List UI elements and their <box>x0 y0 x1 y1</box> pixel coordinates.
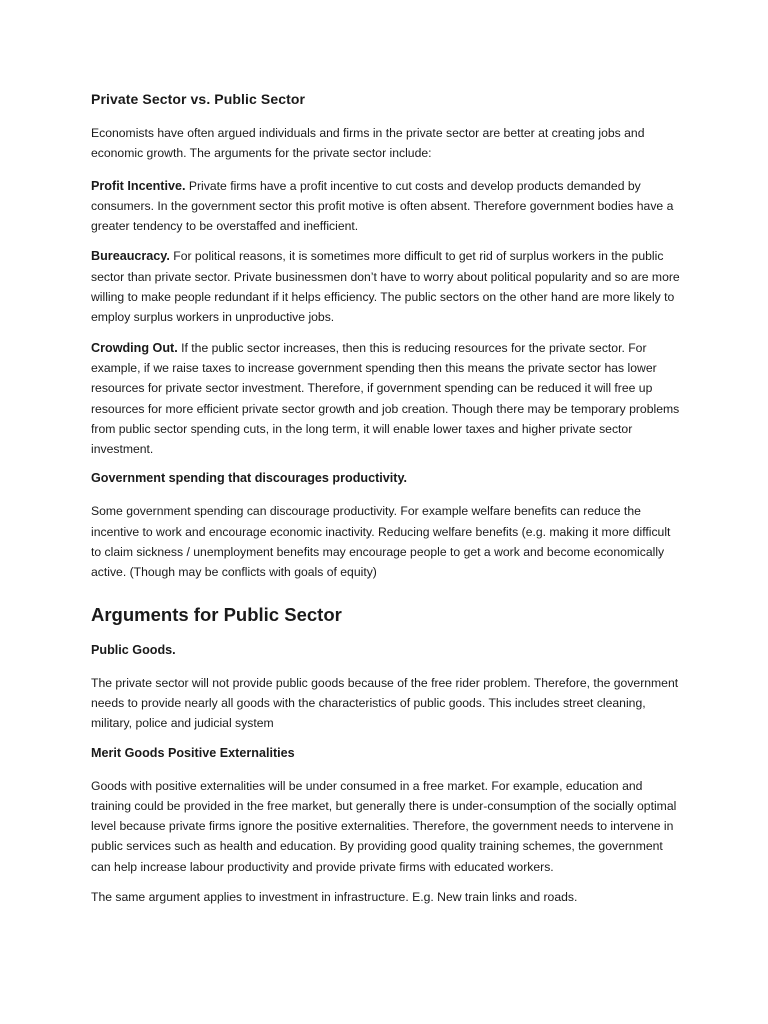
document-page <box>91 91 681 917</box>
point-bureaucracy <box>91 246 681 327</box>
gov-spending-paragraph: Some government spending can discourage productivity. For example welfare benefits can reduce the incentive to work and encourage economic inactivity. Reducing welfare benefits (e.g. making it more difficult to claim sickness / unemployment benefits may encourage people to get a work and become economically active. (Though may be conflicts with goals of equity) <box>91 504 671 580</box>
point-text: Private firms have a profit incentive to cut costs and develop products demanded by consumers. In the government sector this profit motive is often absent. Therefore government bodies have a greater tendency to be overstaffed and inefficient. <box>91 178 674 234</box>
point-text: If the public sector increases, then this is reducing resources for the private sector. For example, if we raise taxes to increase government spending then this means the private sector has lower resources for private sector investment. Therefore, if government spending can be reduced it will free up resources for more efficient private sector growth and job creation. Though there may be temporary problems from public sector spending cuts, in the long term, it will enable lower taxes and higher private sector investment. <box>91 340 680 457</box>
public-sector-heading: Arguments for Public Sector <box>91 603 342 625</box>
gov-spending-heading: Government spending that discourages productivity. <box>91 471 408 486</box>
point-label: Bureaucracy. <box>91 249 170 264</box>
point-crowding-out <box>91 338 681 460</box>
merit-goods-paragraph: Goods with positive externalities will be under consumed in a free market. For example, education and training could be provided in the free market, but generally there is under-consumption of the socially optimal level because private firms ignore the positive externalities. Therefore, the government needs to intervene in public services such as health and education. By providing good quality training schemes, the government can help increase labour productivity and provide private firms with educated workers. <box>91 778 677 874</box>
point-label: Profit Incentive. <box>91 178 186 193</box>
public-goods-paragraph: The private sector will not provide public goods because of the free rider problem. Therefore, the government needs to provide nearly all goods with the characteristics of public goods. This includes street cleaning, military, police and judicial system <box>91 675 679 731</box>
merit-goods-heading: Merit Goods Positive Externalities <box>91 745 295 760</box>
document-title: Private Sector vs. Public Sector <box>91 91 306 107</box>
public-goods-heading: Public Goods. <box>91 642 176 657</box>
infrastructure-paragraph: The same argument applies to investment in infrastructure. E.g. New train links and roads. <box>91 890 578 905</box>
point-profit-incentive <box>91 176 681 237</box>
intro-paragraph: Economists have often argued individuals and firms in the private sector are better at creating jobs and economic growth. The arguments for the private sector include: <box>91 126 645 161</box>
point-text: For political reasons, it is sometimes more difficult to get rid of surplus workers in the public sector than private sector. Private businessmen don’t have to worry about political popularity and so are more willing to make people redundant if it helps efficiency. The public sectors on the other hand are more likely to employ surplus workers in unproductive jobs. <box>91 249 680 325</box>
point-label: Crowding Out. <box>91 340 178 355</box>
